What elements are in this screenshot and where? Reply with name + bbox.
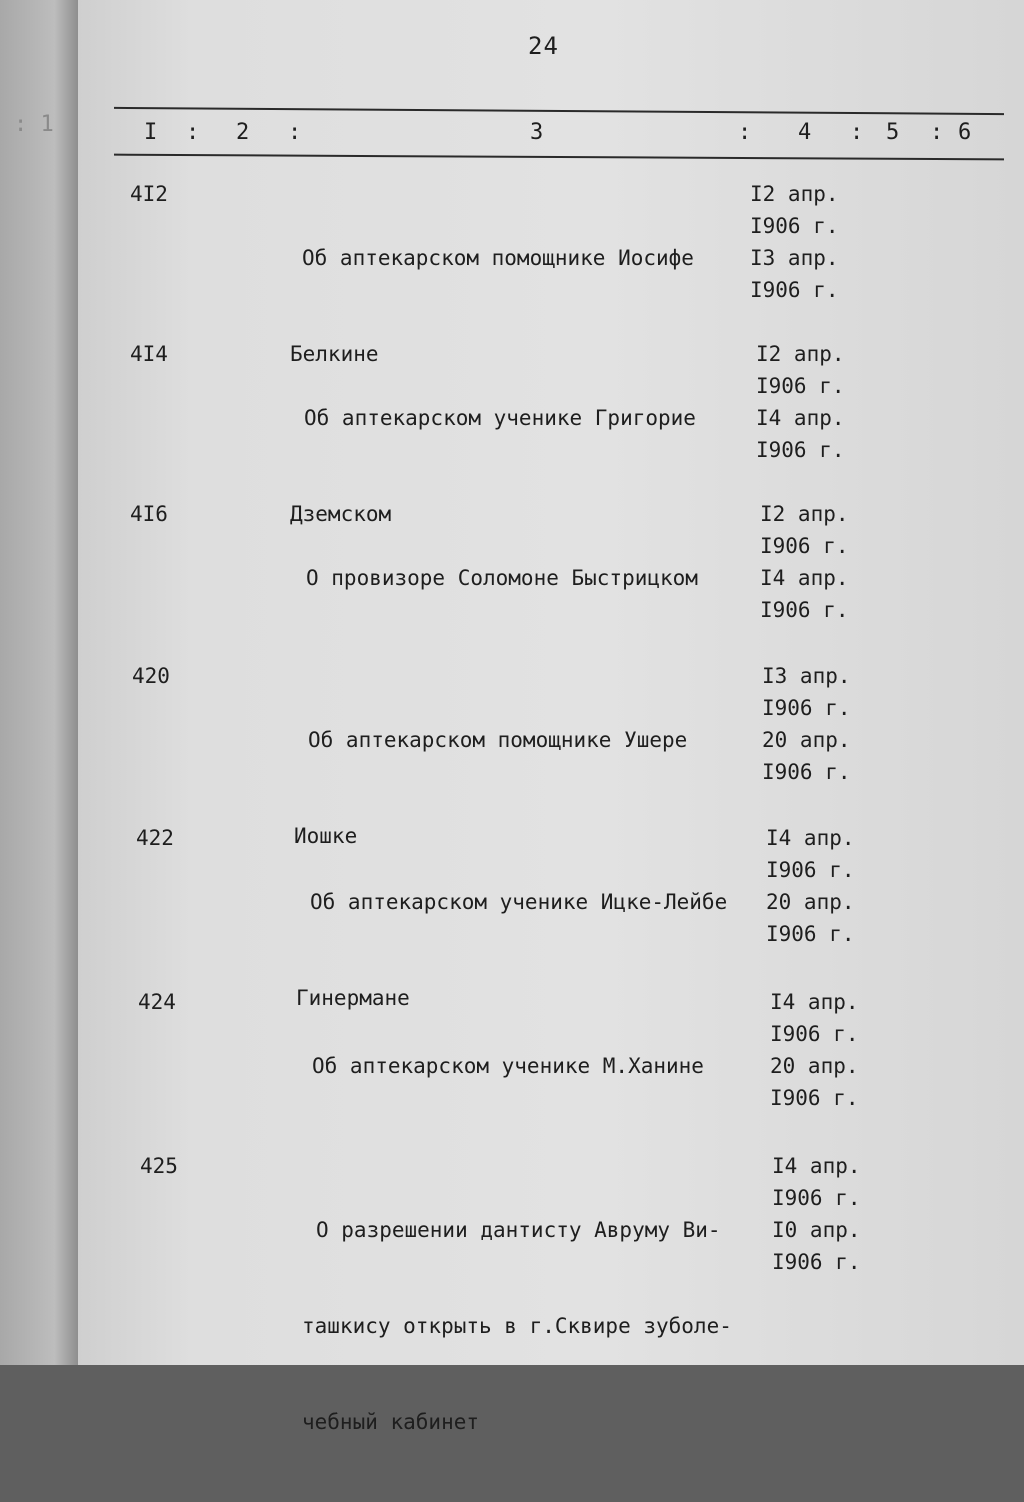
header-col-2: 2 [236, 120, 250, 145]
document-page [78, 0, 1024, 1434]
header-separator: : [288, 120, 302, 145]
end-year: I906 г. [760, 598, 849, 622]
page-number: 24 [528, 32, 559, 60]
start-day-month: I2 апр. [760, 502, 849, 526]
start-day-month: I3 апр. [762, 664, 851, 688]
header-col-6: 6 [958, 120, 972, 145]
case-description-line: Дземском [290, 502, 392, 526]
header-separator: : [930, 120, 944, 145]
case-number: 4I2 [130, 182, 168, 206]
case-number: 420 [132, 664, 170, 688]
end-day-month: I4 апр. [760, 566, 849, 590]
case-description-line: Об аптекарском помощнике Иосифе [302, 246, 694, 270]
start-year: I906 г. [756, 374, 845, 398]
case-dates [772, 1150, 892, 1278]
case-description [298, 986, 768, 1146]
case-description [290, 498, 760, 658]
end-year: I906 г. [762, 760, 851, 784]
header-separator: : [738, 120, 752, 145]
case-dates [770, 986, 890, 1114]
case-description-line: Белкине [290, 342, 379, 366]
start-day-month: I4 апр. [772, 1154, 861, 1178]
case-number: 424 [138, 990, 176, 1014]
start-year: I906 г. [760, 534, 849, 558]
end-year: I906 г. [770, 1086, 859, 1110]
case-description-line: Об аптекарском ученике Ицке-Лейбе [310, 890, 728, 914]
start-year: I906 г. [766, 858, 855, 882]
header-separator: : [186, 120, 200, 145]
end-day-month: 20 апр. [766, 890, 855, 914]
case-number: 422 [136, 826, 174, 850]
case-description-line: чебный кабинет [302, 1410, 480, 1434]
end-year: I906 г. [766, 922, 855, 946]
end-day-month: I3 апр. [750, 246, 839, 270]
start-year: I906 г. [762, 696, 851, 720]
start-day-month: I2 апр. [756, 342, 845, 366]
header-bottom-rule [114, 154, 1004, 161]
end-year: I906 г. [772, 1250, 861, 1274]
end-day-month: I0 апр. [772, 1218, 861, 1242]
end-year: I906 г. [750, 278, 839, 302]
case-description-line: Об аптекарском ученике М.Ханине [312, 1054, 704, 1078]
start-day-month: I4 апр. [766, 826, 855, 850]
case-description-line: ташкису открыть в г.Сквире зуболе- [302, 1314, 732, 1338]
end-year: I906 г. [756, 438, 845, 462]
case-description-line: О разрешении дантисту Авруму Ви- [316, 1218, 721, 1242]
header-separator: : [850, 120, 864, 145]
case-dates [766, 822, 886, 950]
header-col-5: 5 [886, 120, 900, 145]
start-day-month: I2 апр. [750, 182, 839, 206]
start-year: I906 г. [770, 1022, 859, 1046]
case-number: 4I6 [130, 502, 168, 526]
header-top-rule [114, 107, 1004, 115]
case-dates [756, 338, 876, 466]
header-col-3: 3 [530, 120, 544, 145]
table-header [78, 118, 1024, 152]
case-dates [762, 660, 882, 788]
case-dates [760, 498, 880, 626]
previous-page-edge-text: : 1 [14, 112, 54, 137]
case-description-line: Иошке [294, 824, 358, 848]
previous-page-edge [0, 0, 78, 1365]
case-dates [750, 178, 870, 306]
case-description-line: Об аптекарском ученике Григорие [304, 406, 696, 430]
header-col-1: I [144, 120, 158, 145]
case-number: 4I4 [130, 342, 168, 366]
start-year: I906 г. [750, 214, 839, 238]
case-description-line: О провизоре Соломоне Быстрицком [306, 566, 698, 590]
case-description-line: Гинермане [296, 986, 410, 1010]
end-day-month: I4 апр. [756, 406, 845, 430]
case-number: 425 [140, 1154, 178, 1178]
case-description [302, 1150, 772, 1502]
start-year: I906 г. [772, 1186, 861, 1210]
end-day-month: 20 апр. [762, 728, 851, 752]
case-description-line: Об аптекарском помощнике Ушере [308, 728, 688, 752]
end-day-month: 20 апр. [770, 1054, 859, 1078]
header-col-4: 4 [798, 120, 812, 145]
start-day-month: I4 апр. [770, 990, 859, 1014]
